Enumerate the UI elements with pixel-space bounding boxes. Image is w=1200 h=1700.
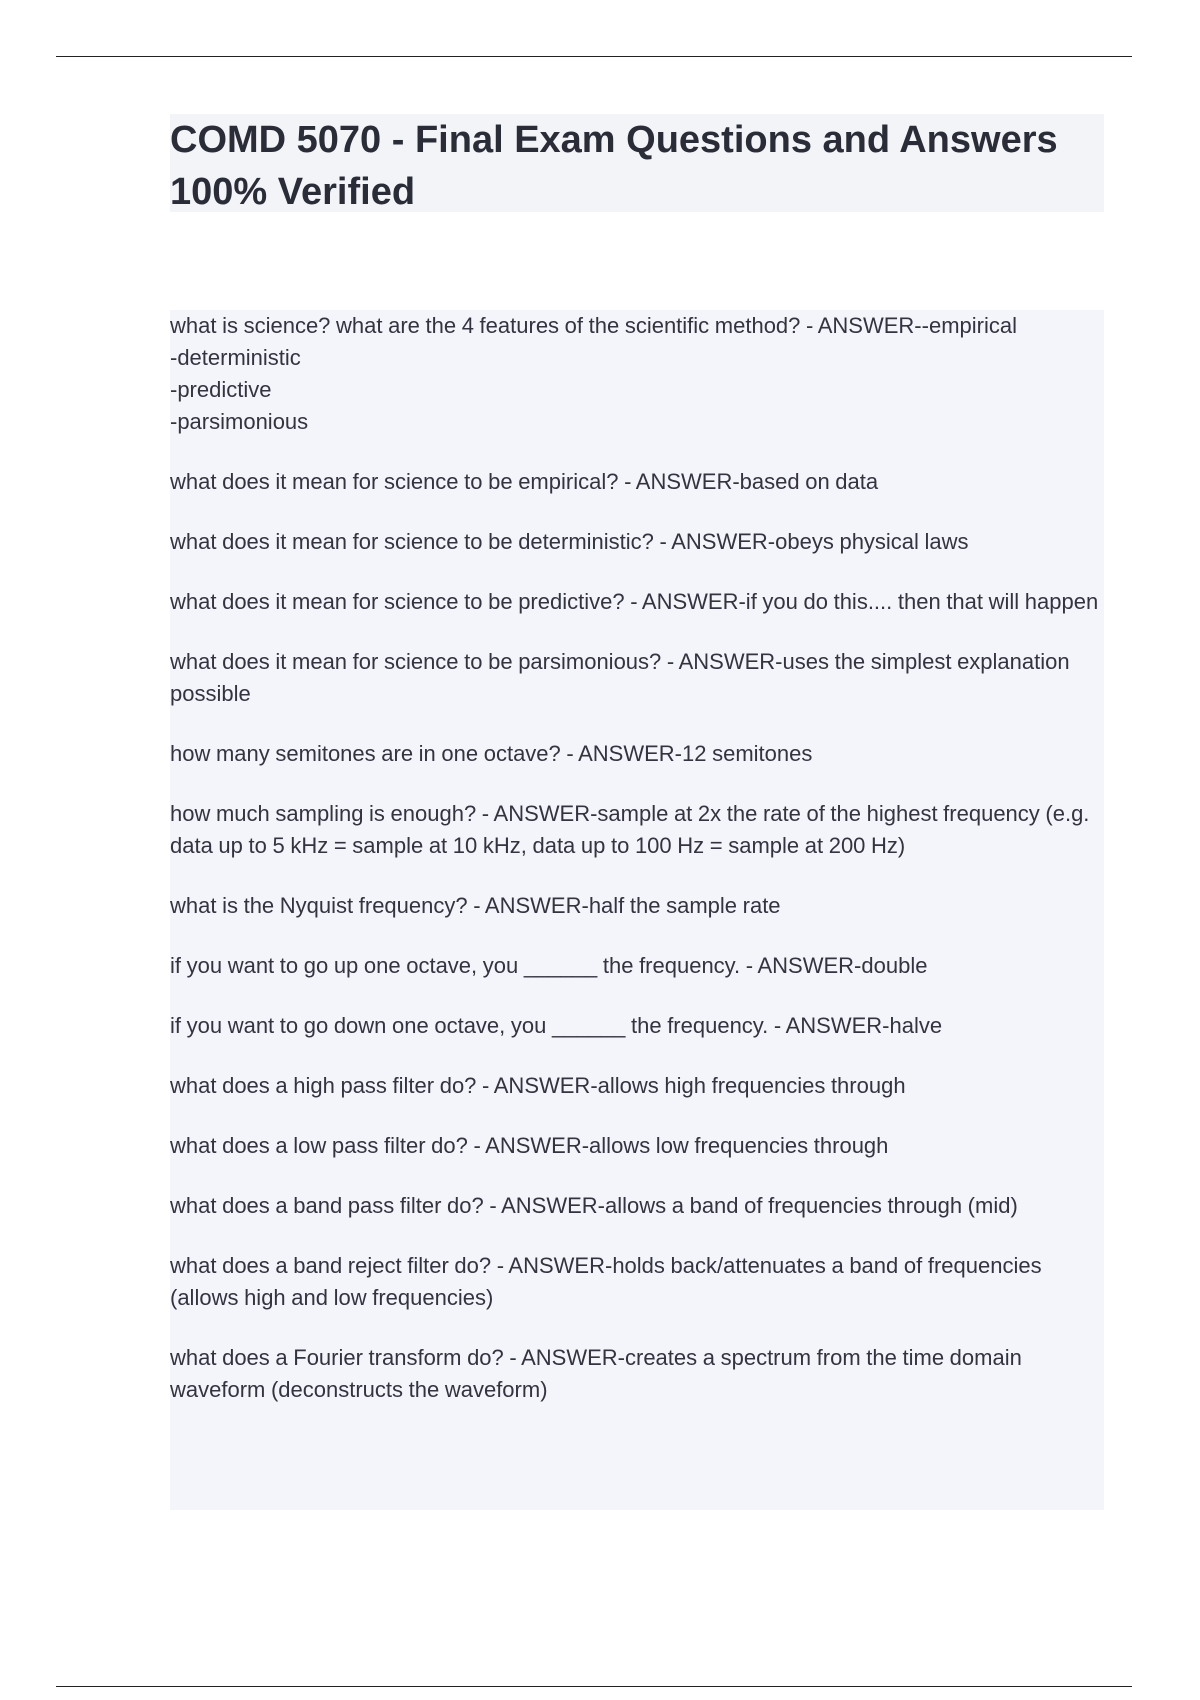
qa-block — [170, 310, 1104, 1510]
qa-item: what does it mean for science to be deterministic? - ANSWER-obeys physical laws — [170, 529, 969, 554]
top-rule — [56, 56, 1132, 57]
qa-item: what is the Nyquist frequency? - ANSWER-half the sample rate — [170, 893, 781, 918]
qa-item: if you want to go down one octave, you ______ the frequency. - ANSWER-halve — [170, 1013, 943, 1038]
qa-item: what does a high pass filter do? - ANSWER-allows high frequencies through — [170, 1073, 906, 1098]
qa-item: what does a band pass filter do? - ANSWER-allows a band of frequencies through (mid) — [170, 1193, 1018, 1218]
document-title: COMD 5070 - Final Exam Questions and Answers 100% Verified — [170, 119, 1058, 213]
qa-item: how much sampling is enough? - ANSWER-sample at 2x the rate of the highest frequency (e.g. data up to 5 kHz = sample at 10 kHz, data up to 100 Hz = sample at 200 Hz) — [170, 801, 1090, 858]
bottom-rule — [56, 1686, 1132, 1687]
qa-item: what does it mean for science to be predictive? - ANSWER-if you do this.... then that will happen — [170, 589, 1099, 614]
qa-item: what does a low pass filter do? - ANSWER-allows low frequencies through — [170, 1133, 889, 1158]
qa-item: what does it mean for science to be empirical? - ANSWER-based on data — [170, 469, 879, 494]
qa-item: if you want to go up one octave, you ______ the frequency. - ANSWER-double — [170, 953, 928, 978]
title-block — [170, 114, 1104, 212]
qa-item: what is science? what are the 4 features of the scientific method? - ANSWER--empirical -deterministic -predictive -parsimonious — [170, 313, 1017, 434]
qa-item: what does a band reject filter do? - ANSWER-holds back/attenuates a band of frequencies (allows high and low frequencies) — [170, 1253, 1042, 1310]
qa-item: what does a Fourier transform do? - ANSWER-creates a spectrum from the time domain waveform (deconstructs the waveform) — [170, 1345, 1022, 1402]
qa-item: how many semitones are in one octave? - ANSWER-12 semitones — [170, 741, 813, 766]
qa-list — [170, 310, 1104, 1406]
qa-item: what does it mean for science to be parsimonious? - ANSWER-uses the simplest explanation possible — [170, 649, 1070, 706]
